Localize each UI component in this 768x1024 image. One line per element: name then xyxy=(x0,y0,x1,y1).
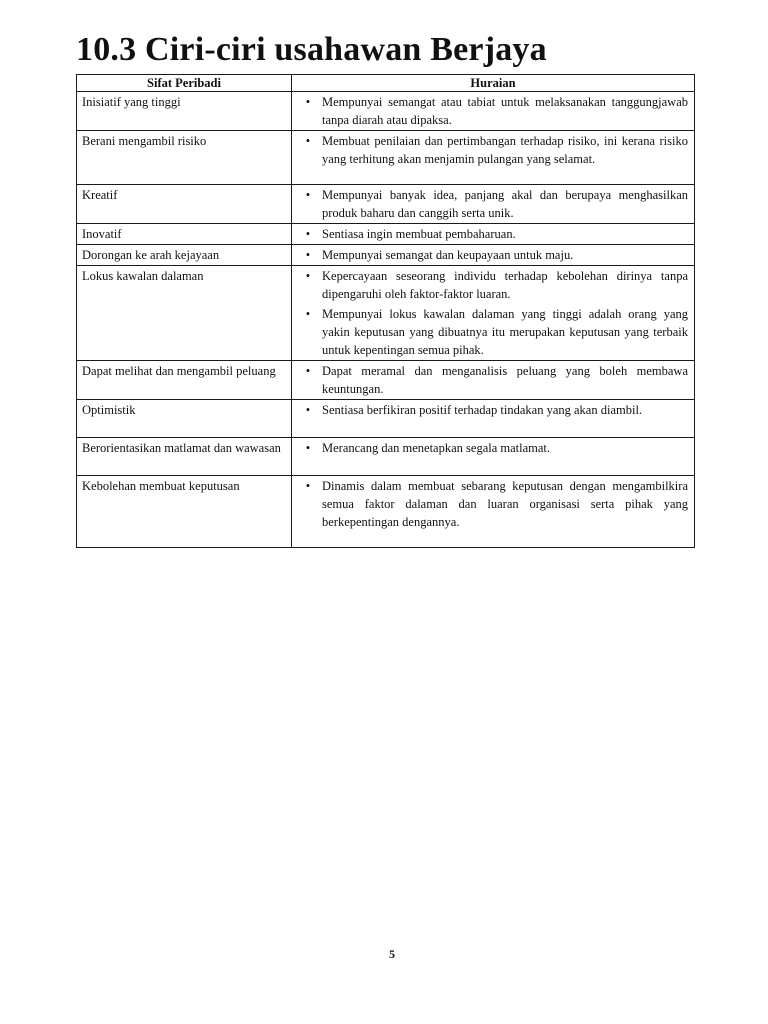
description-list xyxy=(296,246,688,264)
trait-cell: Optimistik xyxy=(77,400,292,438)
table-row xyxy=(77,476,695,548)
trait-cell: Lokus kawalan dalaman xyxy=(77,266,292,361)
description-text: Mempunyai semangat dan keupayaan untuk maju. xyxy=(322,248,574,262)
bullet-icon: • xyxy=(305,248,311,262)
bullet-icon: • xyxy=(305,307,311,321)
trait-cell: Berani mengambil risiko xyxy=(77,131,292,185)
description-item xyxy=(296,186,688,222)
page-number: 5 xyxy=(389,947,395,961)
description-text: Kepercayaan seseorang individu terhadap kebolehan dirinya tanpa dipengaruhi oleh faktor-faktor luaran. xyxy=(322,269,688,301)
table-body xyxy=(77,92,695,548)
description-item xyxy=(296,362,688,398)
description-item xyxy=(296,305,688,359)
trait-cell: Kreatif xyxy=(77,185,292,224)
trait-cell: Dorongan ke arah kejayaan xyxy=(77,245,292,266)
description-item xyxy=(296,93,688,129)
trait-cell: Dapat melihat dan mengambil peluang xyxy=(77,361,292,400)
description-cell xyxy=(292,245,695,266)
description-list xyxy=(296,401,688,419)
page-title: 10.3 Ciri-ciri usahawan Berjaya xyxy=(76,31,547,68)
description-text: Sentiasa berfikiran positif terhadap tindakan yang akan diambil. xyxy=(322,403,643,417)
description-list xyxy=(296,93,688,129)
traits-table xyxy=(76,74,695,548)
bullet-icon: • xyxy=(305,441,311,455)
description-cell xyxy=(292,476,695,548)
table-row xyxy=(77,400,695,438)
description-text: Merancang dan menetapkan segala matlamat. xyxy=(322,441,551,455)
description-item xyxy=(296,225,688,243)
description-text: Mempunyai lokus kawalan dalaman yang tinggi adalah orang yang yakin keputusan yang dibuatnya itu merupakan keputusan yang terbaik untuk kepentingan semua pihak. xyxy=(322,307,688,357)
bullet-icon: • xyxy=(305,95,311,109)
description-text: Mempunyai semangat atau tabiat untuk melaksanakan tanggungjawab tanpa diarah atau dipaksa. xyxy=(322,95,688,127)
bullet-icon: • xyxy=(305,403,311,417)
description-list xyxy=(296,186,688,222)
bullet-icon: • xyxy=(305,227,311,241)
description-cell xyxy=(292,131,695,185)
table-row xyxy=(77,92,695,131)
bullet-icon: • xyxy=(305,188,311,202)
bullet-icon: • xyxy=(305,134,311,148)
description-list xyxy=(296,225,688,243)
description-cell xyxy=(292,224,695,245)
trait-cell: Inovatif xyxy=(77,224,292,245)
description-item xyxy=(296,477,688,531)
description-item xyxy=(296,401,688,419)
description-text: Dapat meramal dan menganalisis peluang yang boleh membawa keuntungan. xyxy=(322,364,688,396)
header-huraian: Huraian xyxy=(292,75,695,92)
table-row xyxy=(77,185,695,224)
bullet-icon: • xyxy=(305,269,311,283)
description-cell xyxy=(292,92,695,131)
trait-cell: Inisiatif yang tinggi xyxy=(77,92,292,131)
description-list xyxy=(296,267,688,359)
description-cell xyxy=(292,438,695,476)
description-text: Dinamis dalam membuat sebarang keputusan dengan mengambilkira semua faktor dalaman dan luaran organisasi serta pihak yang berkepentingan dengannya. xyxy=(322,479,688,529)
description-item xyxy=(296,267,688,303)
bullet-icon: • xyxy=(305,479,311,493)
description-item xyxy=(296,246,688,264)
bullet-icon: • xyxy=(305,364,311,378)
table-header xyxy=(77,75,695,92)
description-cell xyxy=(292,400,695,438)
description-list xyxy=(296,477,688,531)
description-item xyxy=(296,439,688,457)
description-text: Membuat penilaian dan pertimbangan terhadap risiko, ini kerana risiko yang terhitung akan menjamin pulangan yang selamat. xyxy=(322,134,688,166)
table-row xyxy=(77,245,695,266)
description-list xyxy=(296,132,688,168)
description-text: Mempunyai banyak idea, panjang akal dan berupaya menghasilkan produk baharu dan canggih serta unik. xyxy=(322,188,688,220)
description-list xyxy=(296,362,688,398)
description-item xyxy=(296,132,688,168)
description-cell xyxy=(292,266,695,361)
table-row xyxy=(77,224,695,245)
trait-cell: Kebolehan membuat keputusan xyxy=(77,476,292,548)
trait-cell: Berorientasikan matlamat dan wawasan xyxy=(77,438,292,476)
table-row xyxy=(77,361,695,400)
header-sifat-peribadi: Sifat Peribadi xyxy=(77,75,292,92)
table-row xyxy=(77,131,695,185)
description-cell xyxy=(292,185,695,224)
description-list xyxy=(296,439,688,457)
header-row xyxy=(77,75,695,92)
description-cell xyxy=(292,361,695,400)
description-text: Sentiasa ingin membuat pembaharuan. xyxy=(322,227,516,241)
table-row xyxy=(77,266,695,361)
table-row xyxy=(77,438,695,476)
